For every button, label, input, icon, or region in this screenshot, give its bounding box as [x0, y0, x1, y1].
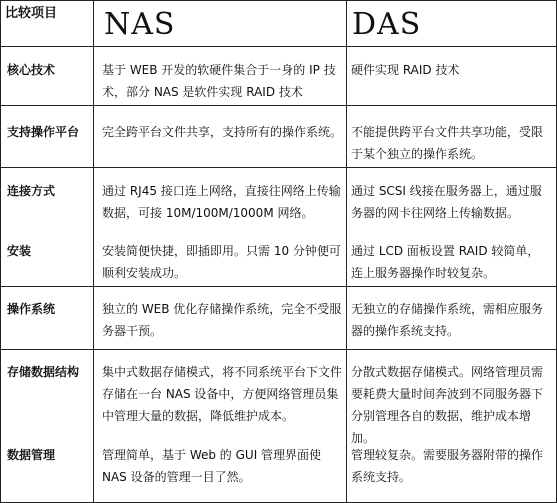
row-divider-header	[0, 46, 557, 47]
row-divider-4	[0, 349, 557, 350]
column-divider-2	[346, 0, 347, 503]
das-cell: 硬件实现 RAID 技术	[351, 63, 460, 77]
nas-cell: 安装简便快捷，即插即用。只需 10 分钟便可顺利安装成功。	[102, 244, 341, 280]
das-cell: 分散式数据存储模式。网络管理员需要耗费大量时间奔波到不同服务器下分别管理各自的数据，维护成本增加。	[351, 365, 544, 445]
row-category: 存储数据结构	[7, 365, 80, 379]
header-category: 比较项目	[5, 6, 58, 21]
row-category: 数据管理	[7, 448, 56, 462]
row-category: 核心技术	[7, 63, 56, 77]
header-nas: NAS	[104, 7, 176, 42]
row-category: 操作系统	[7, 302, 56, 316]
nas-cell: 通过 RJ45 接口连上网络，直接往网络上传输数据，可接 10M/100M/1000M 网络。	[102, 184, 341, 220]
das-cell: 管理较复杂。需要服务器附带的操作系统支持。	[351, 448, 544, 484]
row-divider-3	[0, 286, 557, 287]
das-cell: 通过 LCD 面板设置 RAID 较简单，连上服务器操作时较复杂。	[351, 244, 540, 280]
das-cell: 无独立的存储操作系统，需相应服务器的操作系统支持。	[351, 302, 544, 338]
nas-cell: 集中式数据存储模式，将不同系统平台下文件存储在一台 NAS 设备中，方便网络管理员集中管理大量的数据，降低维护成本。	[102, 365, 343, 423]
column-divider-1	[93, 0, 94, 503]
row-divider-top	[0, 0, 557, 1]
row-divider-1	[0, 105, 557, 106]
row-divider-2	[0, 167, 557, 168]
das-cell: 通过 SCSI 线接在服务器上，通过服务器的网卡往网络上传输数据。	[351, 184, 542, 220]
nas-cell: 独立的 WEB 优化存储操作系统，完全不受服务器干预。	[102, 302, 342, 338]
nas-cell: 管理简单，基于 Web 的 GUI 管理界面使 NAS 设备的管理一目了然。	[102, 448, 322, 484]
row-category: 安装	[7, 244, 32, 258]
table-border-left	[0, 0, 1, 503]
header-das: DAS	[352, 7, 422, 42]
das-cell: 不能提供跨平台文件共享功能，受限于某个独立的操作系统。	[351, 125, 544, 161]
row-category: 支持操作平台	[7, 125, 80, 139]
nas-cell: 基于 WEB 开发的软硬件集合于一身的 IP 技术，部分 NAS 是软件实现 RAID 技术	[102, 63, 336, 99]
row-category: 连接方式	[7, 184, 56, 198]
nas-cell: 完全跨平台文件共享，支持所有的操作系统。	[102, 125, 343, 139]
